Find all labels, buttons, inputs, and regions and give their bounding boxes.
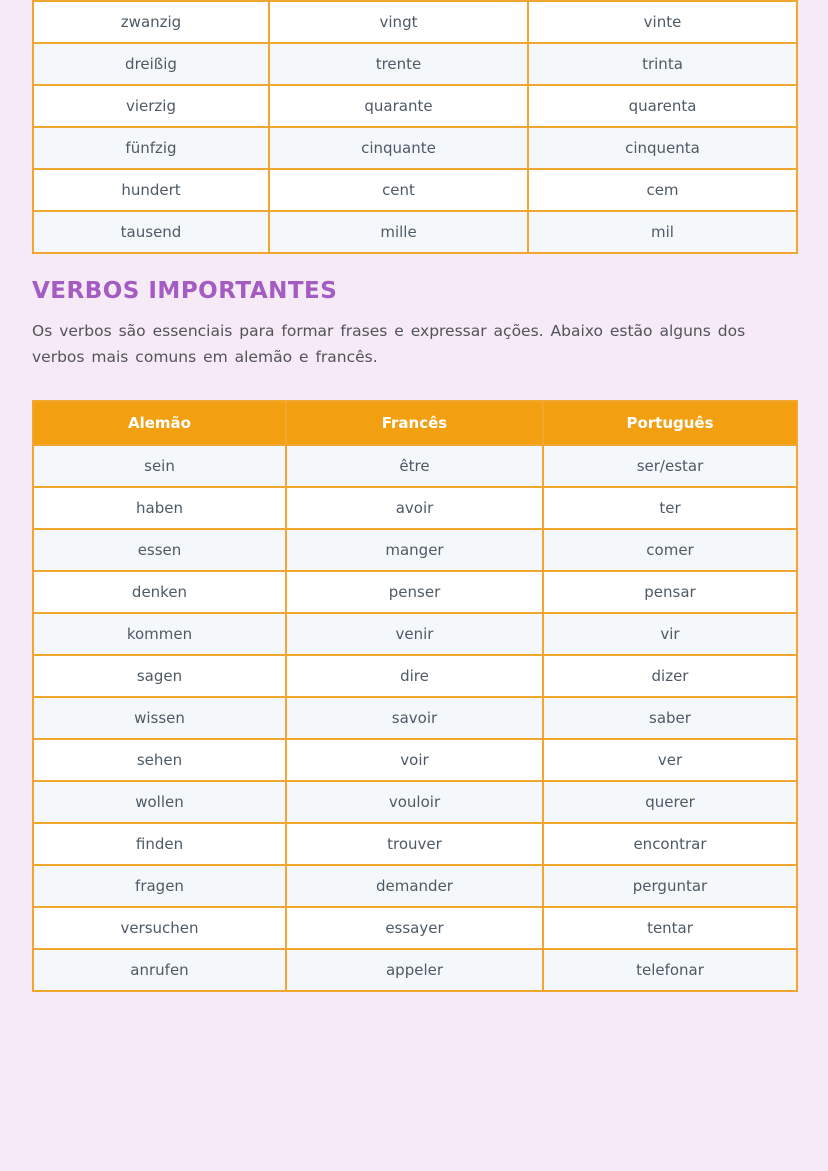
table-cell: tentar xyxy=(543,907,797,949)
table-cell: cinquante xyxy=(269,127,528,169)
verbs-table-wrap xyxy=(32,400,796,992)
verbs-table-row xyxy=(33,865,797,907)
column-header-alemao: Alemão xyxy=(33,401,286,445)
table-cell: dreißig xyxy=(33,43,269,85)
table-cell: tausend xyxy=(33,211,269,253)
table-cell: mille xyxy=(269,211,528,253)
verbs-table-row xyxy=(33,781,797,823)
table-cell: fünfzig xyxy=(33,127,269,169)
table-cell: cent xyxy=(269,169,528,211)
table-cell: être xyxy=(286,445,543,487)
table-cell: mil xyxy=(528,211,797,253)
column-header-portugues: Português xyxy=(543,401,797,445)
table-cell: dizer xyxy=(543,655,797,697)
numbers-table-row xyxy=(33,211,797,253)
table-cell: essen xyxy=(33,529,286,571)
table-cell: comer xyxy=(543,529,797,571)
verbs-table-header-row xyxy=(33,401,797,445)
table-cell: vierzig xyxy=(33,85,269,127)
verbs-table-row xyxy=(33,487,797,529)
table-cell: cem xyxy=(528,169,797,211)
numbers-table-row xyxy=(33,169,797,211)
numbers-table-row xyxy=(33,1,797,43)
table-cell: telefonar xyxy=(543,949,797,991)
table-cell: vouloir xyxy=(286,781,543,823)
table-cell: savoir xyxy=(286,697,543,739)
table-cell: wollen xyxy=(33,781,286,823)
table-cell: versuchen xyxy=(33,907,286,949)
table-cell: essayer xyxy=(286,907,543,949)
table-cell: penser xyxy=(286,571,543,613)
numbers-table-row xyxy=(33,127,797,169)
table-cell: voir xyxy=(286,739,543,781)
table-cell: kommen xyxy=(33,613,286,655)
table-cell: sehen xyxy=(33,739,286,781)
table-cell: appeler xyxy=(286,949,543,991)
table-cell: zwanzig xyxy=(33,1,269,43)
verbs-table-row xyxy=(33,529,797,571)
verbs-table xyxy=(32,400,798,992)
table-cell: trouver xyxy=(286,823,543,865)
verbs-table-row xyxy=(33,907,797,949)
section-paragraph: Os verbos são essenciais para formar frases e expressar ações. Abaixo estão alguns dos verbos mais comuns em alemão e francês. xyxy=(32,322,746,366)
table-cell: encontrar xyxy=(543,823,797,865)
table-cell: pensar xyxy=(543,571,797,613)
table-cell: anrufen xyxy=(33,949,286,991)
table-cell: vingt xyxy=(269,1,528,43)
verbs-table-row xyxy=(33,445,797,487)
numbers-table xyxy=(32,0,798,254)
table-cell: quarenta xyxy=(528,85,797,127)
table-cell: cinquenta xyxy=(528,127,797,169)
table-cell: haben xyxy=(33,487,286,529)
table-cell: demander xyxy=(286,865,543,907)
verbs-table-row xyxy=(33,949,797,991)
table-cell: ser/estar xyxy=(543,445,797,487)
table-cell: hundert xyxy=(33,169,269,211)
table-cell: ver xyxy=(543,739,797,781)
verbs-table-row xyxy=(33,739,797,781)
table-cell: vir xyxy=(543,613,797,655)
section-title-verbos-importantes: VERBOS IMPORTANTES xyxy=(32,278,338,304)
table-cell: saber xyxy=(543,697,797,739)
verbs-table-row xyxy=(33,823,797,865)
table-cell: denken xyxy=(33,571,286,613)
table-cell: quarante xyxy=(269,85,528,127)
table-cell: finden xyxy=(33,823,286,865)
table-cell: ter xyxy=(543,487,797,529)
table-cell: dire xyxy=(286,655,543,697)
verbs-table-row xyxy=(33,571,797,613)
table-cell: manger xyxy=(286,529,543,571)
table-cell: avoir xyxy=(286,487,543,529)
table-cell: trente xyxy=(269,43,528,85)
verbs-table-row xyxy=(33,697,797,739)
table-cell: wissen xyxy=(33,697,286,739)
verbs-table-row xyxy=(33,613,797,655)
table-cell: sagen xyxy=(33,655,286,697)
table-cell: sein xyxy=(33,445,286,487)
verbs-table-row xyxy=(33,655,797,697)
table-cell: perguntar xyxy=(543,865,797,907)
table-cell: trinta xyxy=(528,43,797,85)
table-cell: fragen xyxy=(33,865,286,907)
table-cell: querer xyxy=(543,781,797,823)
table-cell: venir xyxy=(286,613,543,655)
table-cell: vinte xyxy=(528,1,797,43)
column-header-frances: Francês xyxy=(286,401,543,445)
numbers-table-row xyxy=(33,43,797,85)
numbers-table-row xyxy=(33,85,797,127)
